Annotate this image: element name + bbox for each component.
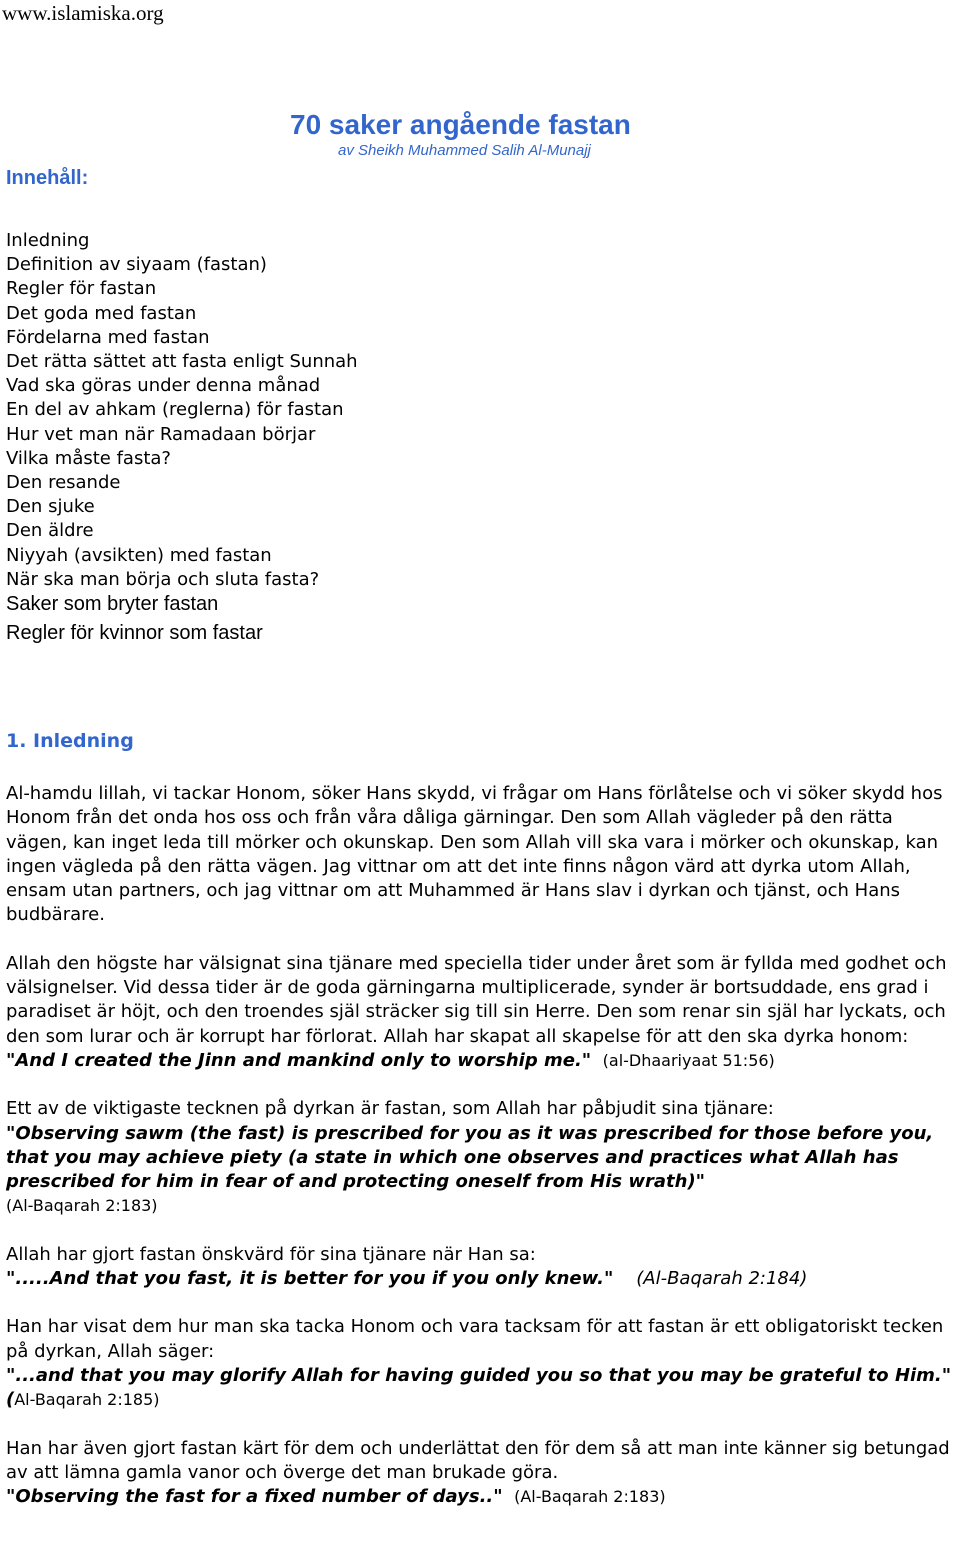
reference-baqarah-183: (Al-Baqarah 2:183) [6,1196,158,1216]
quote-dhaariyaat: "And I created the Jinn and mankind only to worship me." [6,1049,592,1071]
quote-baqarah-184: ".....And that you fast, it is better for you if you only knew." [6,1268,614,1290]
paragraph-desirable [6,1243,958,1292]
toc-link-aldre[interactable]: Den äldre [6,520,94,542]
paragraph-ease [6,1437,958,1510]
toc-link-resande[interactable]: Den resande [6,472,121,494]
toc-link-ahkam[interactable]: En del av ahkam (reglerna) för fastan [6,399,344,421]
article-content [6,728,958,1509]
toc-link-definition[interactable]: Definition av siyaam (fastan) [6,254,267,276]
toc-link-ramadaan[interactable]: Hur vet man när Ramadaan börjar [6,423,316,445]
quote-baqarah-185: "...and that you may glorify Allah for having guided you so that you may be grateful to Him." ( [6,1364,952,1411]
paragraph-desirable-text: Allah har gjort fastan önskvärd för sina tjänare när Han sa: [6,1243,536,1265]
toc-link-niyyah[interactable]: Niyyah (avsikten) med fastan [6,544,272,566]
quote-baqarah-183: "Observing sawm (the fast) is prescribed for you as it was prescribed for those before you, that you may achieve piety (a state in which one observes and practices what Allah has prescribed for him in fear of and protecting oneself from His wrath)" [6,1122,934,1193]
toc-link-borja-sluta[interactable]: När ska man börja och sluta fasta? [6,568,320,590]
reference-baqarah-185: Al-Baqarah 2:185) [14,1390,160,1410]
paragraph-blessings-text: Allah den högste har välsignat sina tjänare med speciella tider under året som är fyllda med godhet och välsignelser. Vid dessa tider är de goda gärningarna multiplicerade, synder är bortsuddade, ens grad i paradiset är höjt, och den troendes själ sträcker sig till sin Herre. Den som renar sin själ har lyckats, och den som lurar och är korrupt har förlorat. Allah har skapat all skapelse för att den ska dyrka honom: [6,952,947,1047]
paragraph-intro: Al-hamdu lillah, vi tackar Honom, söker Hans skydd, vi frågar om Hans förlåtelse och vi söker skydd hos Honom från det onda hos oss och från våra dåliga gärningar. Den som Allah vägleder på den rätta vägen, kan inget leda till mörker och okunskap. Den som Allah vill ska vara i mörker och okunskap, kan ingen vägleda på den rätta vägen. Jag vittnar om att det inte finns någon värd att dyrka utom Allah, ensam utan partners, och jag vittnar om att Muhammed är Hans slav i dyrkan och tjänst, och Hans budbärare. [6,783,943,926]
quote-fixed-days: "Observing the fast for a fixed number of days.." [6,1486,503,1508]
toc-link-regler[interactable]: Regler för fastan [6,278,157,300]
reference-dhaariyaat: (al-Dhaariyaat 51:56) [602,1050,775,1070]
toc-link-ratta-sattet[interactable]: Det rätta sättet att fasta enligt Sunnah [6,351,358,373]
paragraph-ease-text: Han har även gjort fastan kärt för dem och underlättat den för dem så att man inte känner sig betungad av att lämna gamla vanor och överge det man brukade göra. [6,1437,950,1483]
toc-heading: Innehåll: [6,167,89,189]
document-title: 70 saker angående fastan [290,109,631,140]
paragraph-gratitude-text: Han har visat dem hur man ska tacka Honom och vara tacksam för att fastan är ett obligatoriskt tecken på dyrkan, Allah säger: [6,1316,944,1362]
paragraph-fasting-sign [6,1097,958,1218]
table-of-contents [6,229,506,645]
reference-baqarah-184: (Al-Baqarah 2:184) [636,1268,808,1290]
toc-link-inledning[interactable]: Inledning [6,230,90,251]
paragraph-blessings [6,952,958,1073]
toc-link-vad-ska-goras[interactable]: Vad ska göras under denna månad [6,375,321,397]
site-url: www.islamiska.org [2,1,164,25]
paragraph-fasting-sign-text: Ett av de viktigaste tecknen på dyrkan är fastan, som Allah har påbjudit sina tjänare: [6,1098,774,1120]
toc-link-bryter[interactable]: Saker som bryter fastan [6,593,219,616]
toc-link-kvinnor[interactable]: Regler för kvinnor som fastar [6,622,263,645]
toc-link-fordelarna[interactable]: Fördelarna med fastan [6,326,210,348]
toc-link-sjuke[interactable]: Den sjuke [6,496,95,518]
document-subtitle: av Sheikh Muhammed Salih Al-Munajj [338,142,591,159]
reference-fixed-days: (Al-Baqarah 2:183) [514,1487,666,1507]
toc-link-det-goda[interactable]: Det goda med fastan [6,302,197,324]
toc-link-vilka-maste[interactable]: Vilka måste fasta? [6,447,171,469]
paragraph-gratitude [6,1315,958,1412]
section-heading: 1. Inledning [6,730,134,752]
